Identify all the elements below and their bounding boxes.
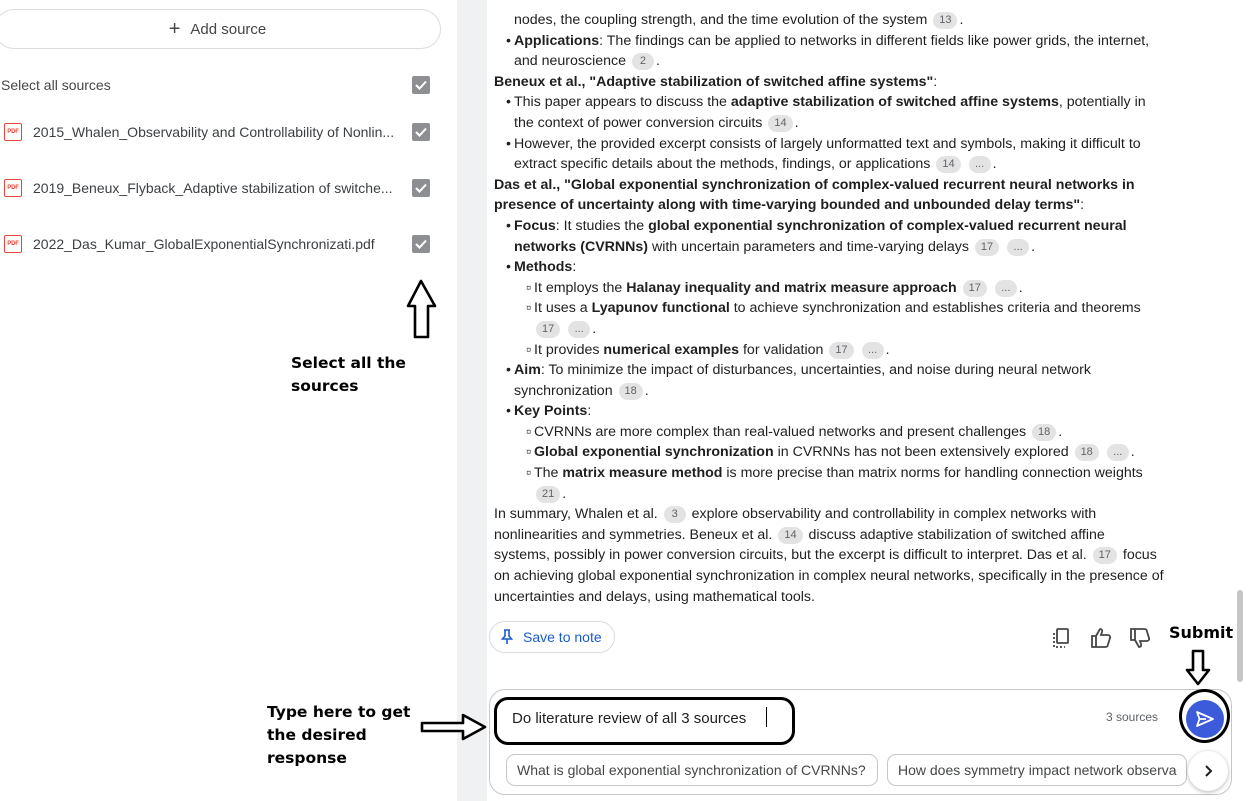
section-heading: Das et al., "Global exponential synchronization of complex-valued recurrent neural networks in presence of uncertainty along with time-varying bounded and unbounded delay terms": bbox=[494, 176, 1135, 214]
citation-chip[interactable]: 14 bbox=[936, 156, 960, 173]
source-item[interactable] bbox=[0, 229, 440, 259]
submit-annotation: Submit bbox=[1169, 623, 1234, 642]
sub-list-item: ▫ The matrix measure method is more precise than matrix norms for handling connection weights 21 . bbox=[526, 465, 1143, 502]
checkmark-icon bbox=[414, 125, 428, 139]
suggestion-chip[interactable] bbox=[506, 754, 878, 786]
citation-chip[interactable]: 17 bbox=[536, 321, 560, 338]
summary-paragraph: In summary, Whalen et al. 3 explore observability and controllability in complex networks with nonlinearities and symmetries. Beneux et al. 14 discuss adaptive stabilization of switched affine systems, possibly in power conversion circuits, but the excerpt is difficult to interpret. Das et al. 17 focus on achieving global exponential synchronization in complex neural networks, specifically in the presence of uncertainties and delays, using mathematical tools. bbox=[494, 506, 1164, 605]
type-here-annotation bbox=[267, 701, 410, 770]
suggestion-chip[interactable] bbox=[887, 754, 1187, 786]
citation-chip[interactable]: 2 bbox=[632, 53, 654, 70]
pdf-icon: PDF bbox=[4, 179, 22, 197]
source-name: 2015_Whalen_Observability and Controllability of Nonlin... bbox=[33, 124, 395, 140]
citation-chip[interactable]: 17 bbox=[829, 342, 853, 359]
list-item: • This paper appears to discuss the adaptive stabilization of switched affine systems, potentially in the context of power conversion circuits 14 . bbox=[506, 94, 1146, 131]
sub-list-item: ▫ It uses a Lyapunov functional to achieve synchronization and establishes criteria and theorems 17 ... . bbox=[526, 300, 1141, 337]
pdf-icon: PDF bbox=[4, 123, 22, 141]
more-citations-chip[interactable]: ... bbox=[1007, 239, 1029, 256]
citation-chip[interactable]: 18 bbox=[619, 383, 643, 400]
more-citations-chip[interactable]: ... bbox=[568, 321, 590, 338]
add-source-button[interactable] bbox=[0, 9, 441, 49]
sub-list-item: ▫ It employs the Halanay inequality and matrix measure approach 17 ... . bbox=[526, 279, 1023, 296]
add-source-label: Add source bbox=[190, 20, 267, 38]
chevron-right-icon bbox=[1201, 764, 1215, 778]
citation-chip[interactable]: 14 bbox=[778, 527, 802, 544]
thumbs-up-icon[interactable] bbox=[1089, 626, 1113, 650]
annotation-line: response bbox=[267, 749, 347, 767]
more-citations-chip[interactable]: ... bbox=[862, 342, 884, 359]
thumbs-down-icon[interactable] bbox=[1128, 626, 1152, 650]
checkmark-icon bbox=[414, 181, 428, 195]
plus-icon: + bbox=[168, 18, 181, 40]
citation-chip[interactable]: 3 bbox=[664, 506, 686, 523]
panel-divider bbox=[457, 0, 487, 801]
response-text bbox=[494, 10, 1164, 607]
source-checkbox[interactable] bbox=[412, 123, 430, 141]
more-citations-chip[interactable]: ... bbox=[1107, 444, 1129, 461]
more-citations-chip[interactable]: ... bbox=[995, 280, 1017, 297]
sub-list-item: ▫ It provides numerical examples for validation 17 ... . bbox=[526, 341, 890, 358]
select-all-label: Select all sources bbox=[1, 77, 111, 93]
source-name: 2022_Das_Kumar_GlobalExponentialSynchronizati.pdf bbox=[33, 236, 375, 252]
save-to-note-button[interactable] bbox=[489, 621, 615, 653]
scrollbar-thumb[interactable] bbox=[1237, 590, 1243, 682]
list-item: • Methods: bbox=[506, 259, 577, 276]
citation-chip[interactable]: 17 bbox=[1093, 547, 1117, 564]
citation-chip[interactable]: 14 bbox=[768, 115, 792, 132]
citation-chip[interactable]: 21 bbox=[536, 486, 560, 503]
annotation-line: the desired bbox=[267, 726, 367, 744]
sub-list-item: ▫ Global exponential synchronization in CVRNNs has not been extensively explored 18 ... . bbox=[526, 444, 1135, 461]
list-item: • Applications: The findings can be applied to networks in different fields like power grids, the internet, and neuroscience 2 . bbox=[506, 32, 1150, 70]
citation-chip[interactable]: 18 bbox=[1032, 424, 1056, 441]
next-suggestions-button[interactable] bbox=[1188, 751, 1228, 791]
select-all-checkbox[interactable] bbox=[412, 76, 430, 94]
suggestion-label: How does symmetry impact network observa bbox=[898, 762, 1177, 778]
answer-line: nodes, the coupling strength, and the time evolution of the system 13 . bbox=[514, 12, 964, 28]
list-item: • However, the provided excerpt consists of largely unformatted text and symbols, making it difficult to extract specific details about the methods, findings, or applications 14 ... . bbox=[506, 135, 1141, 173]
checkmark-icon bbox=[414, 78, 428, 92]
source-checkbox[interactable] bbox=[412, 235, 430, 253]
citation-chip[interactable]: 13 bbox=[933, 12, 957, 29]
list-item: • Focus: It studies the global exponential synchronization of complex-valued recurrent neural networks (CVRNNs) with uncertain parameters and time-varying delays 17 ... . bbox=[506, 217, 1127, 255]
query-highlight-outline bbox=[494, 697, 795, 745]
citation-chip[interactable]: 18 bbox=[1075, 444, 1099, 461]
source-checkbox[interactable] bbox=[412, 179, 430, 197]
copy-icon[interactable] bbox=[1050, 626, 1074, 650]
section-heading: Beneux et al., "Adaptive stabilization of switched affine systems": bbox=[494, 73, 938, 90]
source-item[interactable] bbox=[0, 173, 440, 203]
pdf-icon: PDF bbox=[4, 235, 22, 253]
suggestion-label: What is global exponential synchronization of CVRNNs? bbox=[517, 762, 866, 778]
annotation-line: Type here to get bbox=[267, 703, 411, 721]
list-item: • Key Points: bbox=[506, 403, 592, 420]
pin-icon bbox=[500, 629, 514, 645]
citation-chip[interactable]: 17 bbox=[975, 239, 999, 256]
list-item: • Aim: To minimize the impact of disturbances, uncertainties, and noise during neural network synchronization 18 . bbox=[506, 362, 1091, 399]
save-to-note-label: Save to note bbox=[523, 629, 602, 645]
sources-panel bbox=[0, 0, 457, 801]
citation-chip[interactable]: 17 bbox=[963, 280, 987, 297]
more-citations-chip[interactable]: ... bbox=[969, 156, 991, 173]
send-highlight-outline bbox=[1179, 689, 1230, 743]
sub-list-item: ▫ CVRNNs are more complex than real-valued networks and present challenges 18 . bbox=[526, 423, 1063, 440]
source-count-label: 3 sources bbox=[1106, 710, 1159, 724]
select-all-annotation: Select all the sources bbox=[291, 354, 406, 395]
select-all-row[interactable] bbox=[0, 70, 440, 100]
source-name: 2019_Beneux_Flyback_Adaptive stabilization of switche... bbox=[33, 180, 393, 196]
checkmark-icon bbox=[414, 237, 428, 251]
source-item[interactable] bbox=[0, 117, 440, 147]
